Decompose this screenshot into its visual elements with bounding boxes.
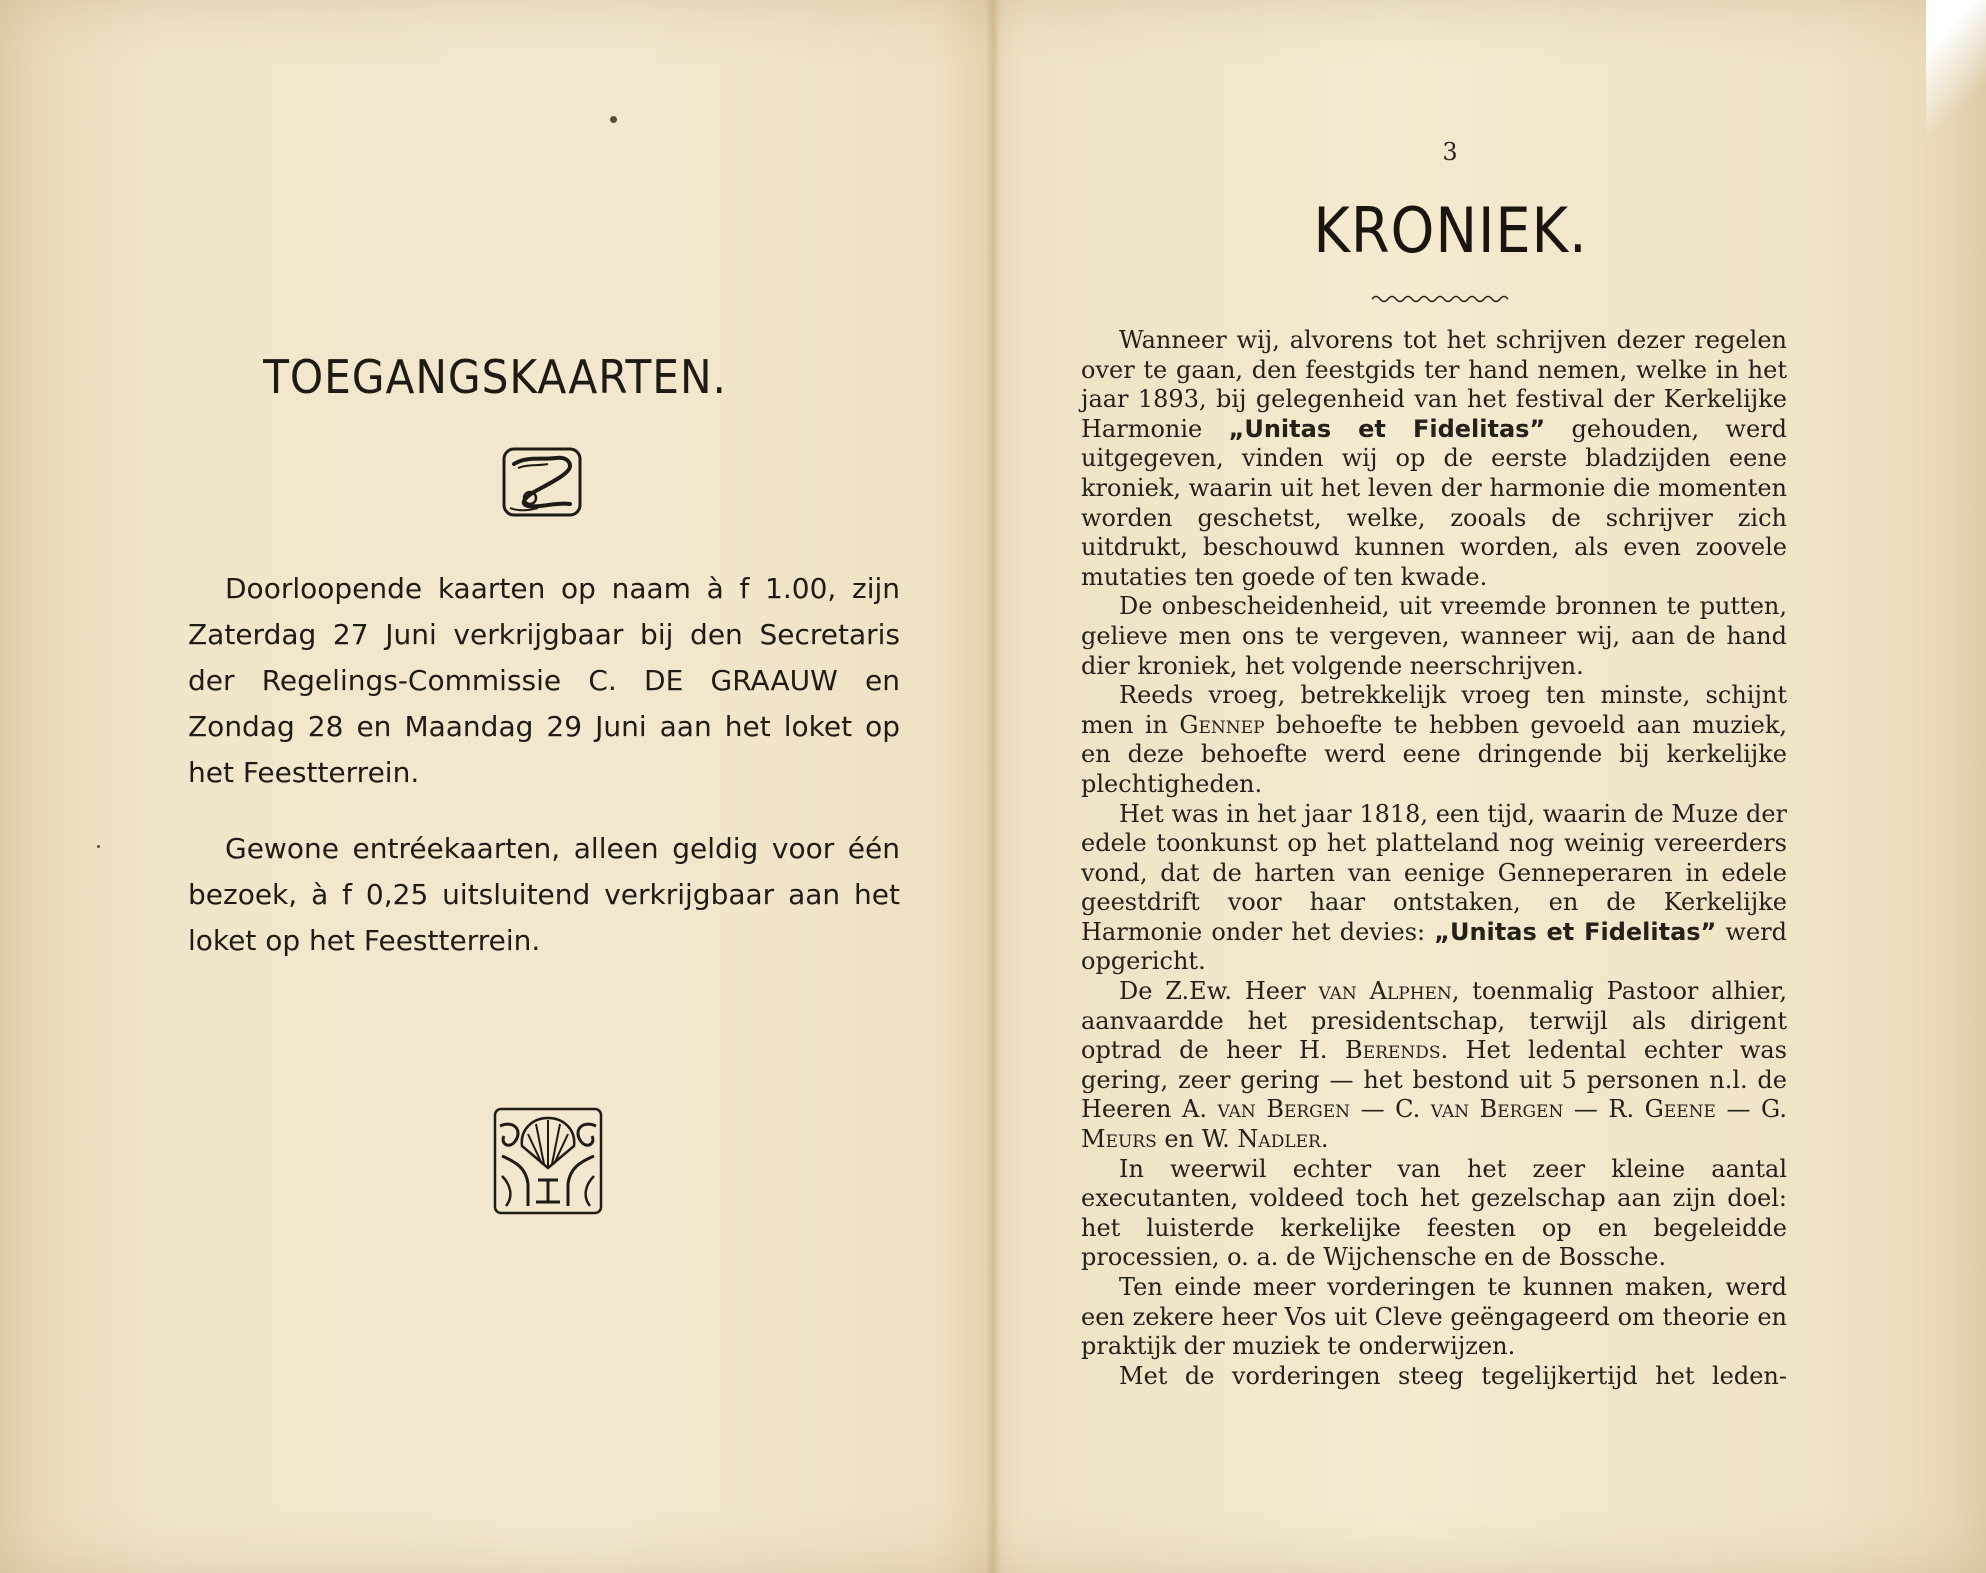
entry-ticket-paragraph: Gewone entréekaarten, alleen geldig voor één bezoek, à f 0,25 uitsluitend verkrijgbaar aan het loket op het Feestterrein. xyxy=(188,832,900,957)
chronicle-paragraph xyxy=(1081,681,1787,799)
person-name: H. Berends xyxy=(1299,1036,1441,1065)
person-name: G. Meurs xyxy=(1081,1095,1787,1154)
text-run: behoefte te hebben gevoeld aan muziek, en deze behoefte werd eene dringende bij kerkelijke plechtigheden. xyxy=(1081,710,1787,798)
text-run: . Het ledental echter was gering, zeer gering — het bestond uit 5 personen n.l. de Heeren xyxy=(1081,1036,1787,1124)
place-name: Gennep xyxy=(1179,710,1265,739)
wavy-divider-icon xyxy=(1370,292,1510,306)
motto: „Unitas et Fidelitas” xyxy=(1228,414,1546,443)
text-run: Het was in het jaar 1818, een tijd, waarin de Muze der edele toonkunst op het platteland nog weinig vereerders vond, dat de harten van eenige Genneperaren in edele geestdrift voor haar ontstaken, en de Kerkelijke Harmonie onder het devies: xyxy=(1081,799,1787,946)
text-run: Wanneer wij, alvorens tot het schrijven dezer regelen over te gaan, den feestgids ter hand nemen, welke in het jaar 1893, bij gelegenheid van het festival der Kerkelijke Harmonie xyxy=(1081,326,1787,443)
page-number: 3 xyxy=(1442,138,1458,166)
person-name: A. van Bergen xyxy=(1182,1095,1351,1124)
text-run: , toenmalig Pastoor alhier, aanvaardde het presidentschap, terwijl als dirigent optrad de heer xyxy=(1081,977,1788,1065)
chronicle-paragraph xyxy=(1081,800,1787,978)
text-run: gehouden, werd uitgegeven, vinden wij op de eerste bladzijden eene kroniek, waarin uit het leven der harmonie die momenten worden geschetst, welke, zooals de schrijver zich uitdrukt, beschouwd kunnen worden, als even zoovele mutaties ten goede of ten kwade. xyxy=(1081,414,1787,591)
person-name: R. Geene xyxy=(1608,1095,1716,1124)
season-ticket-paragraph: Doorloopende kaarten op naam à f 1.00, zijn Zaterdag 27 Juni verkrijgbaar bij den Secretaris der Regelings-Commissie C. DE GRAAUW en Zondag 28 en Maandag 29 Juni aan het loket op het Feestterrein. xyxy=(188,572,900,789)
person-name: C. van Bergen xyxy=(1395,1095,1564,1124)
chronicle-paragraph: De onbescheidenheid, uit vreemde bronnen te putten, gelieve men ons te vergeven, wanneer wij, aan de hand dier kroniek, het volgende neerschrijven. xyxy=(1081,592,1787,680)
chronicle-paragraph xyxy=(1081,326,1787,592)
text-run: . xyxy=(1320,1125,1329,1154)
right-page xyxy=(995,0,1986,1573)
shell-ornament-icon xyxy=(492,1106,604,1216)
text-run: Reeds vroeg, betrekkelijk vroeg ten minste, schijnt men in xyxy=(1081,681,1787,739)
text-run: — xyxy=(1563,1095,1609,1124)
chronicle-paragraph xyxy=(1081,977,1787,1155)
text-run: werd opgericht. xyxy=(1081,917,1787,976)
text-run: en xyxy=(1156,1125,1202,1154)
left-page xyxy=(0,0,990,1573)
text-run: — xyxy=(1350,1095,1396,1124)
z-ornament-icon xyxy=(500,446,584,518)
chronicle-paragraph: Ten einde meer vorderingen te kunnen maken, werd een zekere heer Vos uit Cleve geëngageerd om theorie en praktijk der muziek te onderwijzen. xyxy=(1081,1273,1787,1361)
person-name: W. Nadler xyxy=(1201,1125,1321,1154)
motto: „Unitas et Fidelitas” xyxy=(1434,917,1717,946)
chronicle-paragraph: Met de vorderingen steeg tegelijkertijd het leden- xyxy=(1119,1361,1787,1390)
page-title: KRONIEK. xyxy=(1313,194,1588,267)
text-run: De Z.Ew. Heer xyxy=(1119,977,1319,1006)
person-name: van Alphen xyxy=(1318,977,1452,1006)
page-title: TOEGANGSKAARTEN. xyxy=(263,350,727,404)
text-run: — xyxy=(1715,1095,1761,1124)
chronicle-paragraph: In weerwil echter van het zeer kleine aantal executanten, voldeed toch het gezelschap aan zijn doel: het luisterde kerkelijke feesten op en begeleidde processien, o. a. de Wijchensche en de Bossche. xyxy=(1081,1154,1787,1272)
chronicle-body xyxy=(1081,326,1787,1391)
